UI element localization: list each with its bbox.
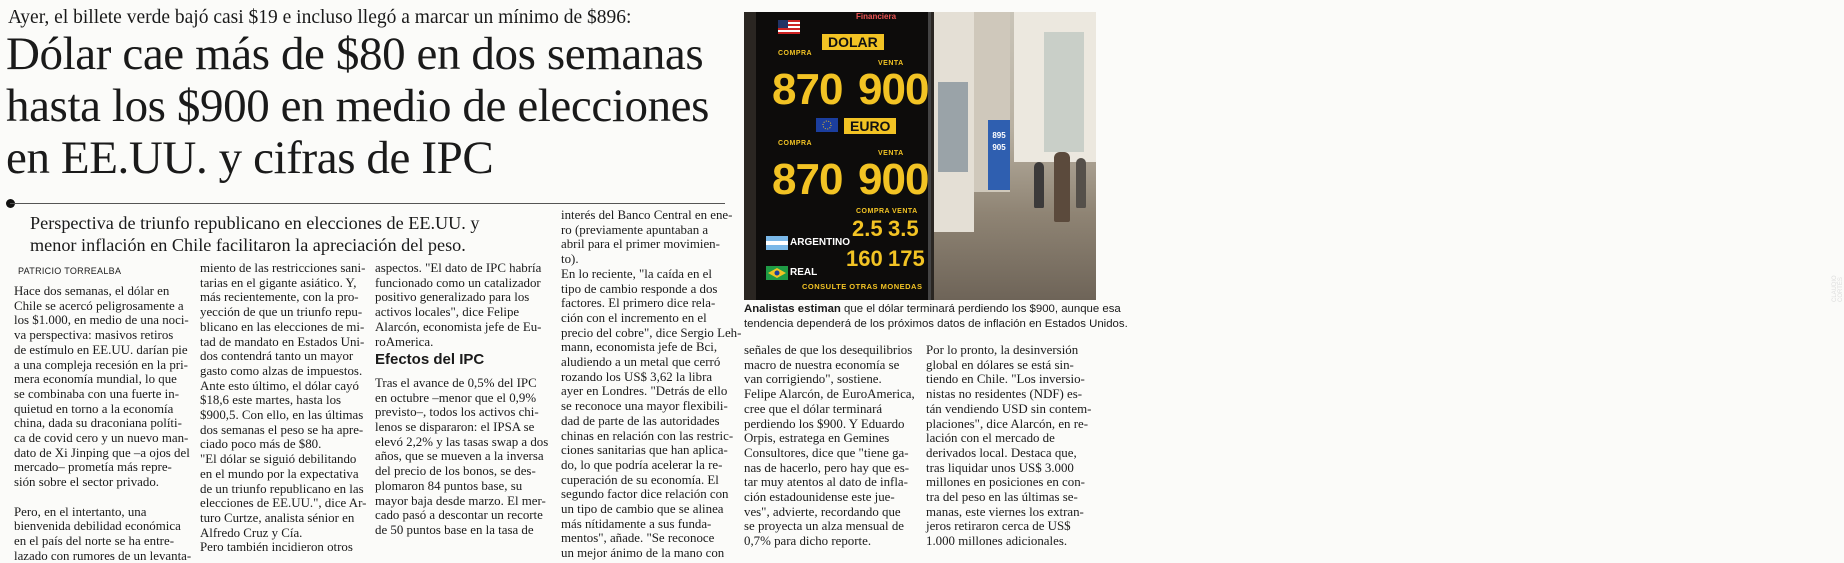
body-text-line: en octubre –menor que el 0,9% bbox=[375, 390, 537, 405]
caption-lead: Analistas estiman bbox=[744, 303, 841, 315]
argentino-venta-value: 3.5 bbox=[888, 216, 919, 241]
body-column-6 bbox=[926, 343, 1098, 549]
body-text-line: funcionado como un catalizador bbox=[375, 275, 541, 290]
body-text-line: blicano en las elecciones de mi- bbox=[200, 319, 365, 334]
body-text-line: en el país del norte se ha entre- bbox=[14, 533, 174, 548]
headline-line: hasta los $900 en medio de elecciones bbox=[6, 80, 710, 132]
body-text-line: mercado– prometía más repre- bbox=[14, 460, 172, 475]
side-sign bbox=[988, 120, 1010, 190]
argentino-compra-value: 2.5 bbox=[852, 216, 883, 241]
body-text-line: dad de parte de las autoridades bbox=[561, 413, 720, 428]
body-text-line: Alarcón, economista jefe de Eu- bbox=[375, 319, 542, 334]
body-text-line: de estímulo en EE.UU. darían pie bbox=[14, 342, 188, 357]
body-text-line: se combinaba con una fuerte in- bbox=[14, 386, 180, 401]
body-text-line: derivados local. Destaca que, bbox=[926, 445, 1077, 460]
body-text-line: precio del cobre", dice Sergio Leh- bbox=[561, 325, 742, 340]
body-text-line bbox=[14, 490, 190, 505]
body-text-line: lazado con rumores de un levanta- bbox=[14, 548, 192, 563]
divider-rule bbox=[10, 203, 725, 204]
body-text-line: cuperación de su economía. El bbox=[561, 472, 719, 487]
body-text-line: turo Curtze, analista sénior en bbox=[200, 510, 355, 525]
body-column-3 bbox=[375, 261, 553, 538]
body-text-line: un tipo de cambio que se alinea bbox=[561, 502, 724, 517]
body-text-line: se proyecta un alza mensual de bbox=[744, 519, 904, 534]
body-text-line: un mejor ánimo de la mano con bbox=[561, 546, 725, 561]
body-text-line: en el mundo por la expectativa bbox=[200, 466, 359, 481]
body-text-line: 1.000 millones adicionales. bbox=[926, 534, 1068, 549]
usa-flag-icon bbox=[778, 20, 800, 34]
dolar-venta-value: 900 bbox=[858, 65, 929, 114]
body-column-1 bbox=[14, 284, 190, 563]
body-text-line: yección de que un triunfo repu- bbox=[200, 305, 363, 320]
caption-line bbox=[744, 302, 1121, 317]
body-text-line: millones en posiciones en con- bbox=[926, 475, 1085, 490]
body-text-line: mentos", añade. "Se reconoce bbox=[561, 531, 715, 546]
body-text-line: mayor baja desde marzo. El mer- bbox=[375, 493, 546, 508]
venta-label: VENTA bbox=[878, 60, 904, 67]
body-text-line: Orpis, estratega en Gemines bbox=[744, 431, 890, 446]
body-text-line: perdiendo los $900. Y Eduardo bbox=[744, 416, 905, 431]
exchange-board-photo bbox=[744, 12, 1844, 302]
author-byline: PATRICIO TORREALBA bbox=[18, 266, 122, 276]
body-text-line: sión sobre el sector privado. bbox=[14, 475, 159, 490]
body-text-line: ro (previamente apuntaban a bbox=[561, 222, 709, 237]
body-text-line: ciones sanitarias que han aplica- bbox=[561, 443, 728, 458]
body-text-line: a una compleja recesión en la pri- bbox=[14, 357, 188, 372]
body-text-line: años, que se mueven a la inversa bbox=[375, 449, 544, 464]
body-text-line: elevó 2,2% y las tasas swap a dos bbox=[375, 434, 549, 449]
body-column-5 bbox=[744, 343, 916, 549]
body-text-line: lenos se dispararon: el IPSA se bbox=[375, 420, 535, 435]
eu-flag-icon bbox=[816, 118, 838, 132]
body-text-line: nistas no residentes (NDF) es- bbox=[926, 387, 1083, 402]
body-text-line: Pero también incidieron otros bbox=[200, 540, 353, 555]
body-text-line: lación con el mercado de bbox=[926, 431, 1055, 446]
compra-label: COMPRA bbox=[778, 50, 813, 57]
body-text-line: del precio de los bonos, se des- bbox=[375, 464, 536, 479]
caption-text: que el dólar terminará perdiendo los $900, aunque esa bbox=[840, 303, 1121, 315]
exchange-board bbox=[756, 12, 931, 300]
body-text-line: positivo generalizado para los bbox=[375, 290, 530, 305]
body-text-line: 0,7% para dicho reporte. bbox=[744, 534, 872, 549]
body-text-line: $900,5. Con ello, en las últimas bbox=[200, 408, 364, 423]
dolar-compra-value: 870 bbox=[772, 65, 843, 114]
board-footer: CONSULTE OTRAS MONEDAS bbox=[802, 282, 923, 291]
side-sign-value: 905 bbox=[992, 143, 1006, 152]
body-text-line: segundo factor dice relación con bbox=[561, 487, 729, 502]
photo-caption bbox=[744, 302, 1128, 331]
body-text-line: los $1.000, en medio de una noci- bbox=[14, 313, 189, 328]
headline-line: Dólar cae más de $80 en dos semanas bbox=[6, 28, 704, 80]
body-text-line: plomaron 84 puntos base, su bbox=[375, 478, 523, 493]
side-sign-value: 895 bbox=[992, 131, 1006, 140]
argentino-label: ARGENTINO bbox=[790, 237, 850, 248]
real-compra-value: 160 bbox=[846, 246, 883, 271]
venta-label: VENTA bbox=[878, 150, 904, 157]
euro-venta-value: 900 bbox=[858, 155, 929, 204]
body-text-line: activos locales", dice Felipe bbox=[375, 305, 520, 320]
body-column-2 bbox=[200, 261, 372, 555]
body-text-line: china, dada su draconiana políti- bbox=[14, 416, 182, 431]
photo-credit: CLAUDIO CORTÉS bbox=[1832, 275, 1844, 302]
body-text-line: jeros retiraron cerca de US$ bbox=[926, 519, 1071, 534]
body-text-line: cree que el dólar terminará bbox=[744, 401, 883, 416]
kicker: Ayer, el billete verde bajó casi $19 e incluso llegó a marcar un mínimo de $896: bbox=[8, 7, 632, 28]
real-label: REAL bbox=[790, 267, 818, 278]
body-text-line: aludiendo a un metal que cerró bbox=[561, 355, 721, 370]
subhead-line: menor inflación en Chile facilitaron la apreciación del peso. bbox=[30, 235, 466, 255]
compra-label: COMPRA bbox=[856, 208, 891, 215]
body-text-line: Tras el avance de 0,5% del IPC bbox=[375, 375, 537, 390]
body-text-line: tipo de cambio responde a dos bbox=[561, 281, 718, 296]
body-text-line: mera economía mundial, lo que bbox=[14, 372, 177, 387]
body-text-line: mann, economista jefe de Bci, bbox=[561, 340, 718, 355]
body-text-line: manas, este viernes los extran- bbox=[926, 504, 1084, 519]
body-text-line: Chile se acercó peligrosamente a bbox=[14, 298, 184, 313]
body-text-line: Consultores, dice que "tiene ga- bbox=[744, 445, 909, 460]
body-text-line: ciado poco más de $80. bbox=[200, 437, 322, 452]
body-text-line: "El dólar se siguió debilitando bbox=[200, 452, 357, 467]
body-text-line: tras liquidar unos US$ 3.000 bbox=[926, 460, 1074, 475]
dolar-tag: DOLAR bbox=[822, 34, 884, 50]
body-text-line: de un triunfo republicano en las bbox=[200, 481, 364, 496]
body-text-line: En lo reciente, "la caída en el bbox=[561, 266, 712, 281]
body-text-line: chinas en relación con las restric- bbox=[561, 428, 734, 443]
body-text-line: to). bbox=[561, 252, 579, 267]
body-text-line: gasto como alzas de impuestos. bbox=[200, 363, 363, 378]
body-text-line: tarias en el gigante asiático. Y, bbox=[200, 275, 357, 290]
body-text-line: nas de hacerlo, pero hay que es- bbox=[744, 460, 909, 475]
body-text-line: Alfredo Cruz y Cía. bbox=[200, 525, 303, 540]
body-text-line: tad de mandato en Estados Uni- bbox=[200, 334, 365, 349]
body-text-line: global en dólares se está sin- bbox=[926, 357, 1074, 372]
body-text-line: ción con el incremento en el bbox=[561, 310, 707, 325]
compra-label: COMPRA bbox=[778, 140, 813, 147]
body-text-line: señales de que los desequilibrios bbox=[744, 343, 913, 357]
body-text-line: dato de Xi Jinping que –a ojos del bbox=[14, 445, 190, 460]
body-text-line: roAmerica. bbox=[375, 334, 434, 349]
body-text-line: cado pasó a descontar un recorte bbox=[375, 508, 543, 523]
body-text-line: ca de covid cero y un nuevo man- bbox=[14, 431, 189, 446]
body-text-line: $18,6 este martes, hasta los bbox=[200, 393, 342, 408]
section-heading: Efectos del IPC bbox=[375, 351, 485, 369]
body-text-line: más recientemente, con la pro- bbox=[200, 290, 359, 305]
body-text-line: tar muy atentos al dato de infla- bbox=[744, 475, 908, 490]
body-text-line: va perspectiva: masivos retiros bbox=[14, 328, 174, 343]
body-text-line: miento de las restricciones sani- bbox=[200, 261, 366, 275]
body-text-line: tán vendiendo USD sin contem- bbox=[926, 401, 1092, 416]
body-text-line: Pero, en el intertanto, una bbox=[14, 504, 147, 519]
body-text-line: más nítidamente a sus funda- bbox=[561, 516, 712, 531]
real-venta-value: 175 bbox=[888, 246, 925, 271]
body-text-line: previsto–, todos los activos chi- bbox=[375, 405, 539, 420]
body-text-line: aspectos. "El dato de IPC habría bbox=[375, 261, 542, 275]
body-text-line: tra del peso en las últimas se- bbox=[926, 490, 1078, 505]
caption-line: tendencia dependerá de los próximos datos de inflación en Estados Unidos. bbox=[744, 317, 1128, 330]
body-text-line: Ante esto último, el dólar cayó bbox=[200, 378, 359, 393]
street-background bbox=[934, 12, 1096, 300]
body-text-line: placiones", dice Alarcón, en re- bbox=[926, 416, 1089, 431]
body-text-line: macro de nuestra economía se bbox=[744, 357, 900, 372]
body-text-line: tiendo en Chile. "Los inversio- bbox=[926, 372, 1085, 387]
body-text-line: van corrigiendo", sostiene. bbox=[744, 372, 882, 387]
body-text-line: Por lo pronto, la desinversión bbox=[926, 343, 1079, 357]
euro-tag: EURO bbox=[844, 118, 896, 134]
body-text-line: interés del Banco Central en ene- bbox=[561, 208, 733, 222]
subhead bbox=[30, 212, 530, 256]
brazil-flag-icon bbox=[766, 266, 788, 280]
venta-label: VENTA bbox=[892, 208, 918, 215]
body-text-line: ción estadounidense este jue- bbox=[744, 490, 895, 505]
column-3-bottom bbox=[375, 376, 553, 538]
body-text-line: dos semanas el peso se ha apre- bbox=[200, 422, 364, 437]
subhead-line: Perspectiva de triunfo republicano en elecciones de EE.UU. y bbox=[30, 213, 480, 233]
argentina-flag-icon bbox=[766, 236, 788, 250]
body-text-line: ayer en Londres. "Detrás de ello bbox=[561, 384, 728, 399]
column-3-top bbox=[375, 261, 553, 349]
body-text-line: se reconoce una mayor flexibili- bbox=[561, 399, 728, 414]
board-sign-top: Financiera bbox=[856, 12, 897, 21]
body-text-line: Felipe Alarcón, de EuroAmerica, bbox=[744, 387, 915, 402]
body-text-line: ves", advierte, recordando que bbox=[744, 504, 901, 519]
body-text-line: dos contendrá tanto un mayor bbox=[200, 349, 354, 364]
body-text-line: factores. El primero dice rela- bbox=[561, 296, 716, 311]
headline-line: en EE.UU. y cifras de IPC bbox=[6, 132, 494, 184]
headline bbox=[6, 28, 741, 184]
body-text-line: rozando los US$ 3,62 la libra bbox=[561, 369, 713, 384]
body-text-line: do, lo que podría acelerar la re- bbox=[561, 457, 723, 472]
body-text-line: de 50 puntos base en la tasa de bbox=[375, 522, 534, 537]
body-text-line: quietud en torno a la economía bbox=[14, 401, 174, 416]
body-text-line: Hace dos semanas, el dólar en bbox=[14, 284, 170, 298]
body-text-line: elecciones de EE.UU.", dice Ar- bbox=[200, 496, 367, 511]
body-column-4 bbox=[561, 208, 742, 561]
body-text-line: bienvenida debilidad económica bbox=[14, 519, 181, 534]
body-text-line: abril para el primer movimien- bbox=[561, 237, 720, 252]
euro-compra-value: 870 bbox=[772, 155, 843, 204]
